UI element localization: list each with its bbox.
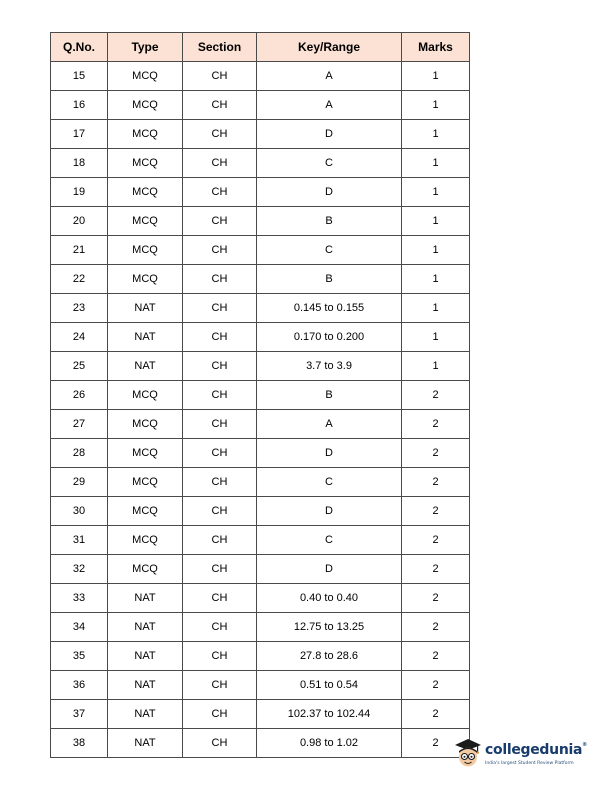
header-section: Section [183,33,257,62]
cell-qno: 23 [51,294,108,323]
table-row [51,381,470,410]
cell-type: NAT [108,584,183,613]
table-body [51,62,470,758]
cell-section: CH [183,700,257,729]
cell-marks: 1 [402,207,470,236]
table-row [51,265,470,294]
cell-section: CH [183,120,257,149]
header-key-range: Key/Range [257,33,402,62]
cell-key-range: A [257,410,402,439]
cell-qno: 37 [51,700,108,729]
brand-name: collegedunia® [485,742,587,758]
header-marks: Marks [402,33,470,62]
cell-section: CH [183,439,257,468]
cell-marks: 2 [402,642,470,671]
cell-type: NAT [108,294,183,323]
cell-section: CH [183,207,257,236]
table-header-row [51,33,470,62]
table-row [51,700,470,729]
cell-section: CH [183,381,257,410]
cell-qno: 35 [51,642,108,671]
cell-qno: 36 [51,671,108,700]
cell-key-range: C [257,526,402,555]
cell-marks: 2 [402,729,470,758]
cell-qno: 38 [51,729,108,758]
cell-key-range: 0.98 to 1.02 [257,729,402,758]
cell-marks: 2 [402,468,470,497]
table-row [51,671,470,700]
graduate-mascot-icon [452,736,484,770]
cell-type: NAT [108,352,183,381]
table-row [51,91,470,120]
cell-section: CH [183,468,257,497]
cell-type: MCQ [108,468,183,497]
cell-section: CH [183,178,257,207]
cell-marks: 2 [402,381,470,410]
cell-type: MCQ [108,265,183,294]
cell-qno: 32 [51,555,108,584]
cell-qno: 31 [51,526,108,555]
table-row [51,294,470,323]
cell-type: MCQ [108,236,183,265]
cell-marks: 2 [402,439,470,468]
cell-section: CH [183,526,257,555]
table-row [51,468,470,497]
cell-type: MCQ [108,91,183,120]
table-row [51,236,470,265]
cell-marks: 2 [402,526,470,555]
cell-key-range: 102.37 to 102.44 [257,700,402,729]
cell-key-range: 0.170 to 0.200 [257,323,402,352]
cell-key-range: B [257,381,402,410]
cell-marks: 1 [402,323,470,352]
cell-key-range: D [257,439,402,468]
cell-type: MCQ [108,120,183,149]
cell-key-range: B [257,265,402,294]
cell-key-range: D [257,497,402,526]
cell-section: CH [183,410,257,439]
table-row [51,729,470,758]
cell-type: MCQ [108,178,183,207]
cell-type: NAT [108,323,183,352]
cell-type: MCQ [108,207,183,236]
cell-section: CH [183,729,257,758]
cell-marks: 2 [402,700,470,729]
table-row [51,62,470,91]
header-qno: Q.No. [51,33,108,62]
cell-type: MCQ [108,439,183,468]
cell-marks: 1 [402,91,470,120]
cell-section: CH [183,352,257,381]
cell-type: MCQ [108,555,183,584]
cell-type: MCQ [108,526,183,555]
cell-marks: 1 [402,236,470,265]
cell-qno: 24 [51,323,108,352]
cell-marks: 1 [402,62,470,91]
cell-key-range: A [257,62,402,91]
cell-qno: 15 [51,62,108,91]
cell-section: CH [183,236,257,265]
cell-key-range: 27.8 to 28.6 [257,642,402,671]
answer-key-table [50,32,470,758]
cell-section: CH [183,555,257,584]
table-row [51,584,470,613]
cell-section: CH [183,265,257,294]
table-row [51,642,470,671]
cell-qno: 19 [51,178,108,207]
cell-qno: 34 [51,613,108,642]
cell-section: CH [183,323,257,352]
cell-marks: 2 [402,613,470,642]
cell-key-range: 3.7 to 3.9 [257,352,402,381]
cell-qno: 21 [51,236,108,265]
cell-marks: 1 [402,120,470,149]
cell-type: NAT [108,729,183,758]
cell-section: CH [183,642,257,671]
cell-qno: 27 [51,410,108,439]
header-type: Type [108,33,183,62]
cell-qno: 33 [51,584,108,613]
cell-type: NAT [108,613,183,642]
table-row [51,526,470,555]
cell-section: CH [183,497,257,526]
cell-section: CH [183,613,257,642]
table-row [51,149,470,178]
cell-key-range: 0.51 to 0.54 [257,671,402,700]
cell-key-range: B [257,207,402,236]
cell-qno: 26 [51,381,108,410]
cell-qno: 20 [51,207,108,236]
table-row [51,410,470,439]
cell-key-range: 12.75 to 13.25 [257,613,402,642]
cell-qno: 17 [51,120,108,149]
table-row [51,352,470,381]
cell-key-range: D [257,120,402,149]
cell-key-range: 0.40 to 0.40 [257,584,402,613]
table-row [51,207,470,236]
cell-type: NAT [108,642,183,671]
cell-key-range: C [257,149,402,178]
table-row [51,555,470,584]
cell-marks: 1 [402,149,470,178]
table-row [51,178,470,207]
cell-section: CH [183,62,257,91]
cell-section: CH [183,91,257,120]
cell-marks: 2 [402,497,470,526]
cell-key-range: D [257,555,402,584]
cell-section: CH [183,294,257,323]
cell-marks: 1 [402,294,470,323]
cell-type: MCQ [108,410,183,439]
cell-marks: 2 [402,410,470,439]
cell-marks: 1 [402,265,470,294]
cell-type: MCQ [108,149,183,178]
brand-tagline: India's largest Student Review Platform [485,761,574,766]
cell-key-range: C [257,468,402,497]
cell-qno: 16 [51,91,108,120]
cell-type: MCQ [108,62,183,91]
cell-type: MCQ [108,381,183,410]
cell-qno: 30 [51,497,108,526]
cell-type: MCQ [108,497,183,526]
cell-qno: 29 [51,468,108,497]
cell-qno: 22 [51,265,108,294]
cell-marks: 1 [402,352,470,381]
cell-key-range: C [257,236,402,265]
cell-section: CH [183,149,257,178]
cell-qno: 18 [51,149,108,178]
cell-qno: 25 [51,352,108,381]
cell-key-range: A [257,91,402,120]
cell-key-range: 0.145 to 0.155 [257,294,402,323]
table-row [51,613,470,642]
cell-key-range: D [257,178,402,207]
cell-section: CH [183,671,257,700]
cell-marks: 2 [402,555,470,584]
table-row [51,120,470,149]
cell-marks: 2 [402,671,470,700]
cell-qno: 28 [51,439,108,468]
table-row [51,439,470,468]
cell-type: NAT [108,671,183,700]
cell-section: CH [183,584,257,613]
cell-marks: 1 [402,178,470,207]
table-row [51,323,470,352]
cell-marks: 2 [402,584,470,613]
cell-type: NAT [108,700,183,729]
table-row [51,497,470,526]
collegedunia-logo [452,736,602,774]
